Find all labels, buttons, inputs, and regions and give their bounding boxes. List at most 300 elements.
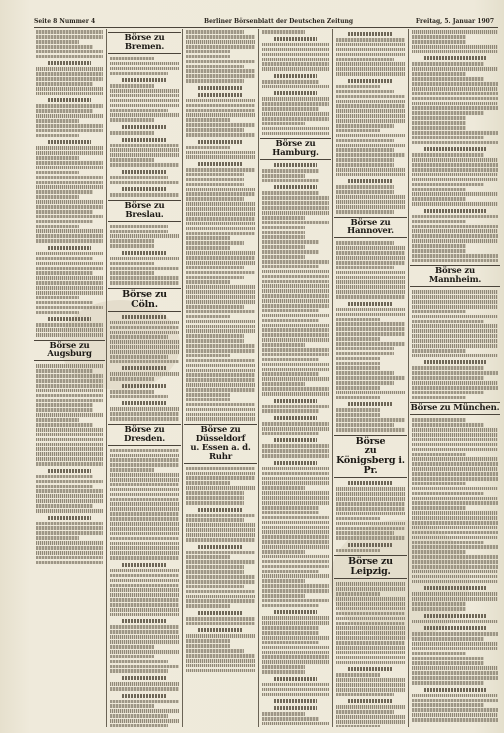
listing-line: [412, 295, 498, 299]
listing-line: [110, 271, 154, 275]
listing-line: [336, 200, 405, 204]
listing-line: [110, 449, 179, 453]
listing-line: [198, 140, 243, 144]
listing-line: [186, 486, 255, 490]
listing-line: [262, 324, 329, 328]
listing-line: [262, 30, 305, 34]
listing-line: [336, 423, 394, 427]
listing-line: [262, 319, 319, 323]
listing-line: [412, 111, 484, 115]
listing-line: [336, 428, 405, 432]
listing-line: [36, 55, 103, 59]
listing-line: [336, 612, 405, 616]
listing-line: [36, 30, 103, 34]
listing-line: [336, 626, 405, 630]
listing-line: [262, 477, 329, 481]
listing-line: [336, 396, 380, 400]
listing-line: [36, 418, 79, 422]
listing-line: [110, 522, 179, 526]
listing-line: [262, 722, 329, 726]
listing-line: [412, 487, 498, 491]
listing-line: [412, 448, 498, 452]
listing-line: [262, 328, 329, 332]
listing-line: [36, 499, 103, 503]
listing-line: [412, 163, 498, 167]
listing-line: [262, 454, 329, 458]
listing-line: [412, 671, 498, 675]
listing-line: [262, 481, 329, 485]
listing-line: [36, 45, 93, 49]
heading-breslau: Börse zu Breslau.: [108, 200, 181, 222]
listing-line: [110, 493, 179, 497]
listing-line: [36, 129, 103, 133]
listing-line: [336, 381, 394, 385]
listing-line: [186, 300, 255, 304]
listing-line: [110, 507, 179, 511]
listing-line: [262, 712, 305, 716]
listing-line: [186, 528, 255, 532]
listing-line: [412, 550, 466, 554]
listing-line: [262, 641, 319, 645]
listing-line: [336, 678, 405, 682]
listing-line: [110, 551, 179, 555]
listing-line: [110, 193, 179, 197]
listing-line: [36, 190, 93, 194]
listing-line: [36, 536, 79, 540]
listing-line: [110, 574, 179, 578]
listing-line: [412, 305, 498, 309]
listing-line: [412, 428, 498, 432]
listing-line: [122, 251, 167, 255]
listing-line: [110, 99, 179, 103]
listing-line: [412, 467, 498, 471]
listing-line: [336, 651, 405, 655]
listing-line: [412, 229, 498, 233]
listing-line: [262, 511, 319, 515]
listing-line: [424, 209, 486, 213]
listing-line: [186, 99, 255, 103]
listing-line: [348, 32, 393, 36]
listing-line: [48, 469, 91, 473]
listing-line: [412, 462, 498, 466]
listing-line: [186, 599, 255, 603]
listing-line: [412, 497, 498, 501]
listing-line: [262, 670, 305, 674]
listing-line: [36, 114, 103, 118]
listing-line: [412, 102, 498, 106]
listing-line: [110, 665, 179, 669]
listing-line: [36, 485, 93, 489]
listing-line: [186, 334, 244, 338]
listing-line: [412, 116, 466, 120]
listing-line: [186, 266, 244, 270]
listing-line: [336, 90, 394, 94]
listing-line: [48, 317, 91, 321]
listing-line: [412, 354, 498, 358]
listing-line: [412, 310, 466, 314]
listing-line: [36, 276, 103, 280]
listing-line: [262, 245, 305, 249]
listing-line: [262, 221, 329, 225]
listing-line: [110, 640, 179, 644]
listing-line: [36, 423, 93, 427]
listing-line: [186, 617, 255, 621]
listing-line: [186, 669, 255, 673]
listing-line: [36, 369, 93, 373]
listing-line: [36, 546, 103, 550]
listing-line: [412, 67, 498, 71]
listing-line: [110, 239, 154, 243]
listing-line: [336, 43, 405, 47]
listing-line: [110, 153, 179, 157]
listing-line: [336, 386, 380, 390]
listing-line: [262, 579, 305, 583]
listing-line: [110, 517, 179, 521]
listing-line: [36, 438, 103, 442]
listing-line: [36, 181, 103, 185]
listing-line: [186, 79, 244, 83]
listing-line: [336, 502, 405, 506]
listing-line: [336, 85, 380, 89]
listing-line: [110, 569, 179, 573]
listing-line: [336, 276, 405, 280]
listing-line: [336, 391, 405, 395]
listing-line: [412, 215, 498, 219]
listing-line: [412, 457, 498, 461]
listing-line: [262, 240, 319, 244]
listing-line: [262, 472, 329, 476]
listing-line: [336, 371, 394, 375]
listing-line: [412, 320, 484, 324]
listing-line: [110, 635, 179, 639]
listing-line: [262, 594, 305, 598]
listing-line: [186, 256, 255, 260]
listing-line: [274, 74, 317, 78]
listing-line: [110, 158, 154, 162]
listing-line: [336, 129, 380, 133]
listing-line: [110, 463, 179, 467]
listing-line: [262, 526, 329, 530]
listing-line: [262, 85, 329, 89]
listing-line: [412, 511, 498, 515]
listing-line: [412, 376, 484, 380]
listing-line: [110, 704, 154, 708]
listing-line: [412, 597, 498, 601]
listing-line: [110, 417, 179, 421]
listing-line: [262, 275, 329, 279]
listing-line: [110, 355, 168, 359]
listing-line: [36, 399, 103, 403]
listing-line: [122, 694, 167, 698]
listing-line: [36, 185, 103, 189]
listing-line: [262, 651, 329, 655]
listing-line: [274, 416, 317, 420]
listing-line: [122, 366, 167, 370]
listing-line: [186, 329, 255, 333]
listing-line: [36, 171, 79, 175]
listing-line: [110, 498, 179, 502]
listing-line: [186, 349, 255, 353]
listing-line: [336, 357, 380, 361]
listing-line: [198, 508, 243, 512]
listing-line: [274, 461, 317, 465]
listing-line: [262, 112, 329, 116]
listing-line: [110, 84, 154, 88]
listing-line: [262, 284, 329, 288]
listing-line: [186, 664, 255, 668]
listing-line: [186, 104, 255, 108]
listing-line: [36, 239, 103, 243]
listing-line: [262, 216, 305, 220]
listing-line: [412, 418, 466, 422]
listing-line: [262, 693, 329, 697]
listing-line: [348, 481, 393, 485]
listing-line: [274, 699, 317, 703]
listing-line: [412, 192, 498, 196]
listing-line: [412, 657, 484, 661]
listing-line: [36, 504, 93, 508]
listing-line: [262, 211, 329, 215]
listing-line: [262, 589, 329, 593]
listing-line: [336, 38, 405, 42]
listing-line: [412, 560, 498, 564]
listing-line: [336, 366, 380, 370]
heading-duesseldorf-line-1: Börse zu Düsseldorf: [195, 425, 246, 444]
listing-line: [336, 210, 394, 214]
listing-line: [412, 526, 498, 530]
listing-line: [412, 536, 498, 540]
listing-line: [412, 202, 498, 206]
listing-line: [110, 244, 154, 248]
column-1: [34, 29, 105, 727]
listing-line: [262, 616, 329, 620]
listing-line: [110, 630, 179, 634]
listing-line: [186, 74, 255, 78]
listing-line: [186, 173, 244, 177]
listing-line: [412, 371, 498, 375]
listing-line: [412, 72, 466, 76]
listing-line: [412, 315, 498, 319]
listing-line: [186, 222, 255, 226]
listing-line: [412, 234, 498, 238]
listing-line: [110, 118, 154, 122]
listing-line: [198, 628, 243, 632]
listing-line: [412, 699, 498, 703]
listing-line: [122, 619, 167, 623]
listing-line: [412, 647, 498, 651]
listing-line: [412, 531, 498, 535]
listing-line: [110, 454, 179, 458]
listing-line: [110, 603, 179, 607]
listing-line: [336, 673, 380, 677]
listing-line: [36, 134, 79, 138]
listing-line: [110, 262, 154, 266]
listing-line: [336, 313, 405, 317]
listing-line: [186, 35, 255, 39]
listing-line: [262, 535, 329, 539]
listing-line: [412, 106, 498, 110]
listing-line: [262, 540, 329, 544]
listing-line: [48, 61, 91, 65]
listing-line: [186, 533, 255, 537]
listing-line: [36, 77, 103, 81]
listing-line: [110, 593, 179, 597]
listing-line: [412, 30, 498, 34]
listing-line: [262, 270, 329, 274]
listing-line: [186, 217, 255, 221]
listing-line: [412, 708, 498, 712]
heading-mannheim: Börse zu Mannheim.: [410, 265, 500, 287]
listing-line: [110, 131, 154, 135]
listing-line: [186, 178, 244, 182]
listing-line: [262, 683, 329, 687]
listing-line: [412, 453, 466, 457]
listing-line: [336, 636, 405, 640]
listing-line: [186, 123, 255, 127]
listing-line: [336, 688, 405, 692]
listing-line: [336, 290, 405, 294]
listing-line: [336, 408, 380, 412]
listing-line: [336, 295, 405, 299]
listing-line: [110, 340, 179, 344]
column-6: [410, 29, 500, 727]
listing-line: [36, 220, 93, 224]
column-3: [184, 29, 257, 727]
listing-line: [336, 139, 394, 143]
listing-line: [262, 201, 329, 205]
listing-line: [36, 215, 103, 219]
listing-line: [336, 715, 405, 719]
listing-line: [336, 241, 394, 245]
listing-line: [336, 725, 380, 727]
listing-line: [36, 394, 103, 398]
listing-line: [186, 644, 230, 648]
listing-line: [336, 487, 405, 491]
listing-line: [424, 360, 486, 364]
listing-line: [186, 523, 255, 527]
listing-line: [262, 449, 329, 453]
listing-line: [122, 170, 167, 174]
listing-line: [412, 334, 498, 338]
listing-line: [336, 190, 394, 194]
listing-line: [336, 153, 405, 157]
listing-line: [262, 655, 329, 659]
listing-line: [110, 257, 179, 261]
listing-line: [36, 447, 103, 451]
listing-line: [412, 158, 498, 162]
listing-line: [186, 551, 255, 555]
listing-line: [110, 281, 179, 285]
listing-line: [186, 378, 255, 382]
listing-line: [412, 173, 498, 177]
listing-line: [274, 399, 317, 403]
listing-line: [412, 718, 498, 722]
listing-line: [412, 249, 466, 253]
listing-line: [412, 141, 498, 145]
listing-line: [186, 40, 255, 44]
listing-line: [186, 354, 230, 358]
listing-line: [262, 486, 305, 490]
listing-line: [186, 560, 255, 564]
listing-line: [412, 178, 498, 182]
listing-line: [348, 699, 393, 703]
listing-line: [262, 646, 329, 650]
listing-line: [110, 230, 168, 234]
listing-line: [262, 545, 329, 549]
listing-line: [36, 195, 79, 199]
listing-line: [186, 555, 230, 559]
listing-line: [110, 72, 168, 76]
listing-line: [262, 250, 319, 254]
listing-line: [110, 176, 168, 180]
listing-line: [186, 30, 244, 34]
listing-line: [336, 656, 405, 660]
listing-line: [336, 536, 405, 540]
listing-line: [336, 114, 405, 118]
column-rule: [182, 29, 183, 727]
listing-line: [186, 417, 255, 421]
listing-line: [36, 452, 103, 456]
listing-line: [198, 86, 243, 90]
listing-line: [110, 390, 154, 394]
listing-line: [36, 82, 93, 86]
listing-line: [412, 339, 498, 343]
listing-line: [110, 478, 179, 482]
listing-line: [110, 625, 179, 629]
header-rule: [34, 27, 498, 28]
listing-line: [412, 477, 498, 481]
listing-line: [110, 700, 179, 704]
listing-line: [412, 381, 498, 385]
listing-line: [412, 433, 498, 437]
listing-line: [262, 382, 305, 386]
listing-line: [262, 206, 329, 210]
listing-line: [424, 586, 486, 590]
listing-line: [36, 92, 103, 96]
listing-line: [36, 257, 93, 261]
listing-line: [262, 179, 319, 183]
listing-line: [336, 549, 380, 553]
listing-line: [412, 521, 498, 525]
listing-line: [186, 290, 255, 294]
listing-line: [262, 631, 319, 635]
listing-line: [336, 720, 405, 724]
listing-line: [336, 527, 405, 531]
listing-line: [336, 418, 405, 422]
listing-line: [412, 35, 466, 39]
listing-line: [262, 107, 319, 111]
listing-line: [110, 331, 179, 335]
listing-line: [186, 295, 255, 299]
listing-line: [262, 409, 319, 413]
listing-line: [348, 667, 393, 671]
listing-line: [110, 234, 179, 238]
listing-line: [412, 443, 498, 447]
column-rule: [408, 29, 409, 727]
listing-line: [348, 543, 393, 547]
listing-line: [274, 610, 317, 614]
listing-line: [262, 43, 329, 47]
listing-line: [336, 337, 380, 341]
listing-line: [412, 637, 484, 641]
listing-line: [198, 93, 243, 97]
listing-line: [412, 501, 498, 505]
listing-line: [36, 200, 103, 204]
listing-line: [186, 514, 255, 518]
listing-line: [186, 622, 255, 626]
listing-line: [412, 349, 466, 353]
listing-line: [36, 267, 103, 271]
